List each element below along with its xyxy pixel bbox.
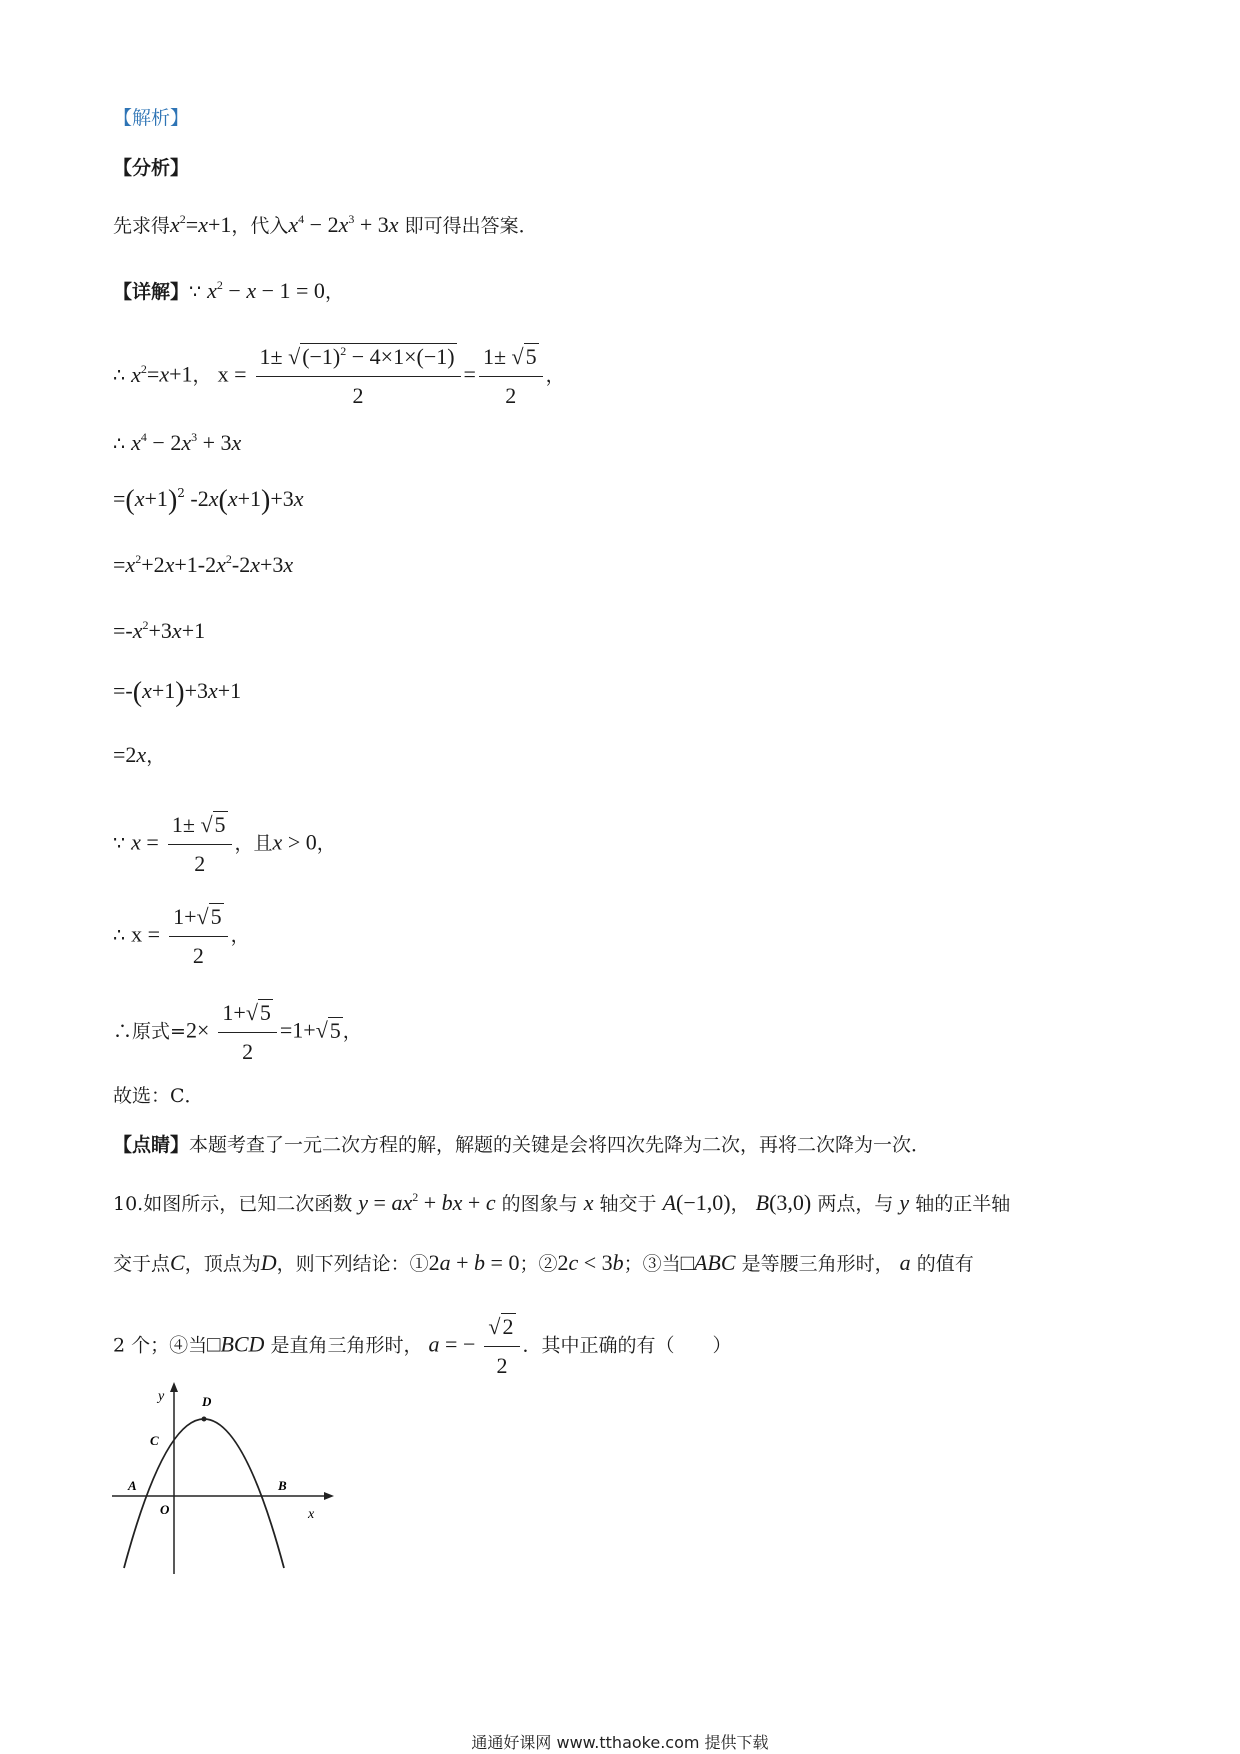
detail-line-3: ∴ $x^4 - 2x^3 + 3x$ [113, 430, 242, 455]
parabola-curve [124, 1419, 284, 1568]
q10-line-2: 交于点C，顶点为D，则下列结论：①2a + b = 0；②2c < 3b；③当□ABC 是等腰三角形时， a 的值有 [113, 1250, 974, 1275]
dianjing: 【点睛】本题考查了一元二次方程的解，解题的关键是会将四次先降为二次，再将二次降为一次． [113, 1134, 931, 1156]
y-axis-arrow [170, 1382, 178, 1392]
footer-text: 通通好课网 www.tthaoke.com 提供下载 [471, 1733, 769, 1752]
detail-line-5: $=x^2+2x+1-2x^2-2x+3x$ [113, 552, 294, 577]
label-x: x [308, 1507, 315, 1522]
label-a: A [128, 1478, 137, 1493]
section-jiexi: 【解析】 [113, 107, 190, 129]
label-b: B [278, 1478, 287, 1493]
detail-line-1: 【详解】∵ $x^2 - x - 1 = 0$， [113, 278, 344, 303]
x-axis-arrow [324, 1492, 334, 1500]
section-fenxi: 【分析】 [113, 157, 190, 179]
fenxi-text: 先求得$x^2=x+1$，代入$x^4 - 2x^3 + 3x$ 即可得出答案． [113, 212, 538, 237]
detail-line-9: ∵ x = $\frac{1\pm √5}{2}$ ，且x > 0， [113, 808, 336, 881]
label-d: D [202, 1394, 212, 1409]
detail-line-6: $=-x^2+3x+1$ [113, 618, 206, 643]
q10-line-3: 2 个；④当□BCD 是直角三角形时， a = − $\frac{√2}{2}$ ．其中正确的有（ ） [113, 1310, 732, 1383]
vertex-point [202, 1417, 207, 1422]
detail-line-7: =-(x+1)+3x+1 [113, 677, 242, 708]
label-y: y [158, 1389, 165, 1404]
guxuan: 故选：C． [113, 1085, 204, 1107]
detail-line-4: $=(x+1)^2$ -2x(x+1)+3x [113, 485, 304, 516]
detail-line-10: ∴ x = $\frac{1+√5}{2}$ ， [113, 900, 250, 973]
label-o: O [160, 1502, 170, 1517]
q10-line-1: 10.如图所示，已知二次函数 $y = ax^2$ + bx + c 的图象与 x 轴交于 A(−1,0)， B(3,0) 两点，与 y 轴的正半轴 [113, 1190, 1011, 1215]
label-c: C [150, 1433, 159, 1448]
detail-line-8: =2x， [113, 742, 166, 767]
parabola-figure [108, 1378, 338, 1578]
detail-line-11: ∴原式=2× $\frac{1+√5}{2}$ =1+√5 ， [113, 996, 362, 1069]
detail-line-2: ∴ $x^2=x+1$， x = $\frac{1\pm √(-1)^2 - 4\times 1\times(-1)}{2}$ = $\frac{1\pm √5}{2}$ ， [113, 340, 565, 413]
